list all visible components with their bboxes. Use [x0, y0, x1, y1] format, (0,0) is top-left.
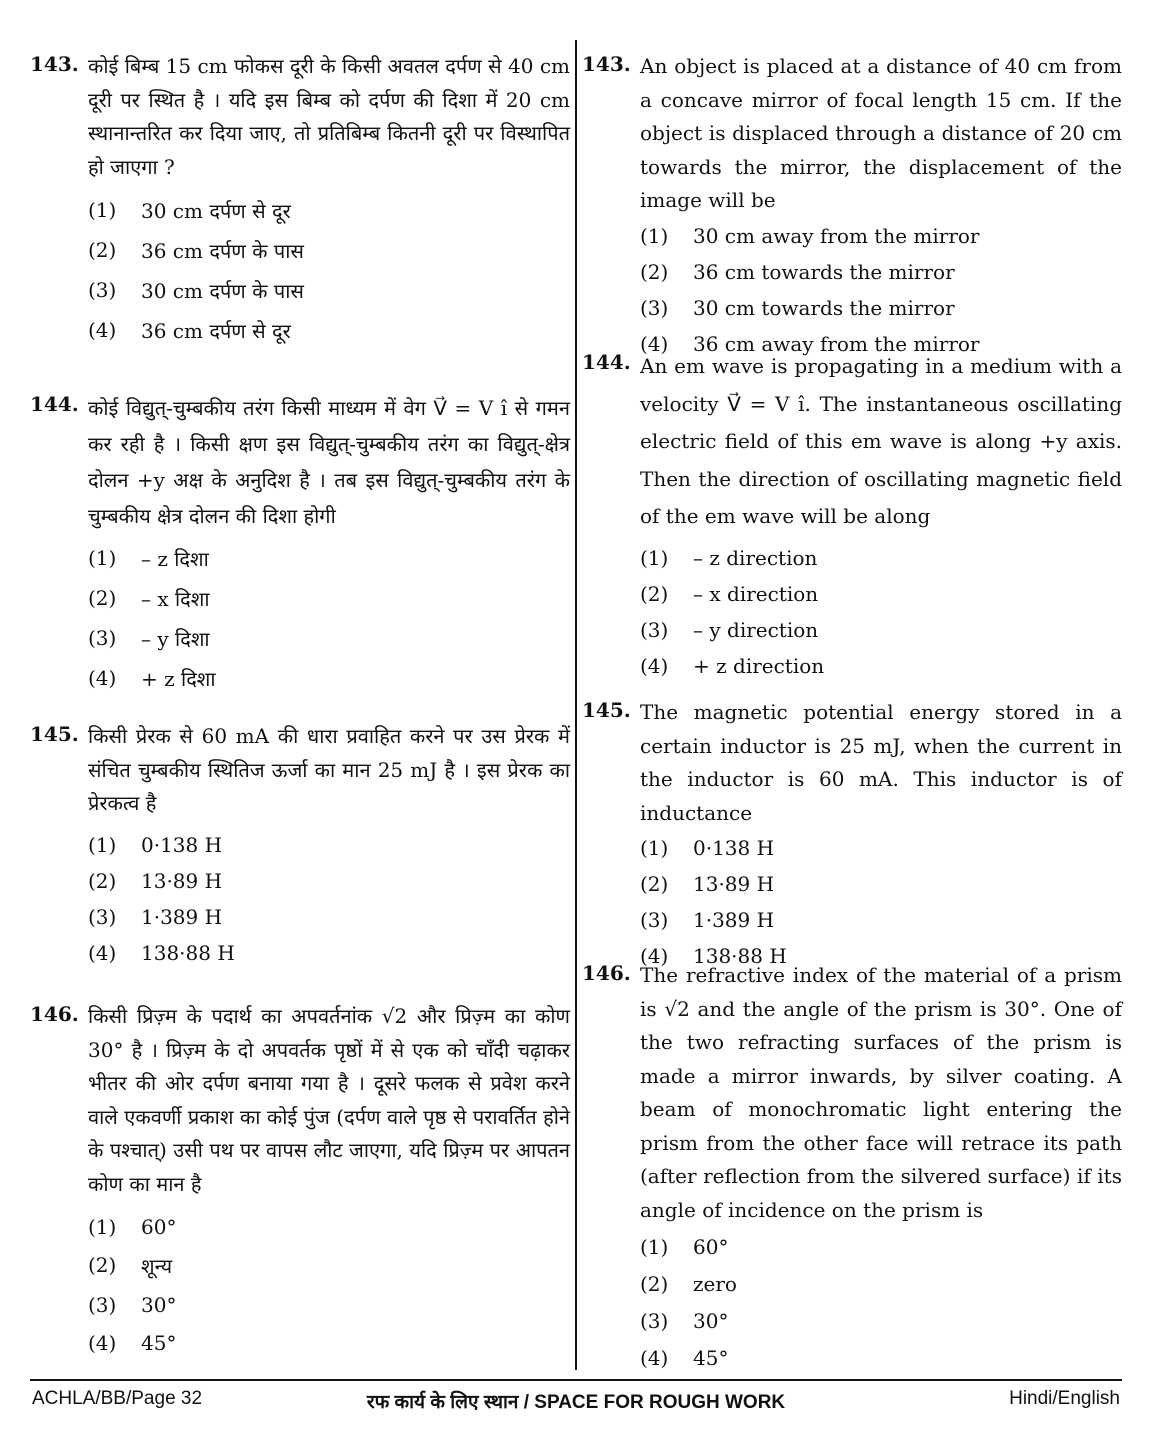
option-text: 0·138 H — [693, 836, 775, 860]
option-text: 30° — [693, 1309, 729, 1333]
rough-work-label: रफ कार्य के लिए स्थान / SPACE FOR ROUGH WORK — [366, 1392, 786, 1413]
option-number: (1) — [88, 546, 117, 570]
column-divider — [575, 40, 577, 1370]
option-number: (3) — [640, 295, 669, 320]
option[interactable] — [88, 580, 570, 616]
option-number: (1) — [640, 223, 669, 248]
option-number: (3) — [88, 626, 117, 650]
question-text: कोई बिम्ब 15 cm फोकस दूरी के किसी अवतल दर्पण से 40 cm दूरी पर स्थित है । यदि इस बिम्ब को दर्पण की दिशा में 20 cm स्थानान्तरित कर दिया जाए, तो प्रतिबिम्ब कितनी दूरी पर विस्थापित हो जाएगा ? — [88, 54, 570, 179]
question-number: 145. — [30, 722, 79, 746]
option-number: (4) — [88, 318, 117, 342]
option-number: (2) — [88, 1253, 117, 1277]
option-text: 1·389 H — [141, 904, 223, 929]
option[interactable] — [640, 1303, 1122, 1339]
option[interactable] — [88, 192, 570, 228]
option[interactable] — [88, 312, 570, 348]
option[interactable] — [640, 612, 1122, 648]
option-text: 36 cm दर्पण से दूर — [141, 318, 291, 343]
option-text: – x दिशा — [141, 586, 210, 611]
option-number: (3) — [88, 904, 117, 929]
option-text: – y दिशा — [141, 626, 210, 651]
footer-rule — [30, 1379, 1122, 1381]
option-text: 36 cm towards the mirror — [693, 259, 955, 284]
question-number: 145. — [582, 698, 631, 722]
option-number: (2) — [88, 586, 117, 610]
option[interactable] — [88, 899, 570, 935]
language-label: Hindi/English — [1009, 1388, 1120, 1409]
option-number: (1) — [640, 836, 669, 860]
option[interactable] — [88, 620, 570, 656]
question-text: किसी प्रिज़्म के पदार्थ का अपवर्तनांक √2 और प्रिज़्म का कोण 30° है । प्रिज़्म के दो अपवर्तक पृष्ठों में से एक को चाँदी चढ़ाकर भीतर की ओर दर्पण बनाया गया है । दूसरे फलक से प्रवेश करने वाले एकवर्णी प्रकाश का कोई पुंज (दर्पण वाले पृष्ठ से परावर्तित होने के पश्चात्) उसी पथ पर वापस लौट जाएगा, यदि प्रिज़्म पर आपतन कोण का मान है — [88, 1004, 570, 1196]
question-number: 146. — [30, 1002, 79, 1026]
option[interactable] — [640, 648, 1122, 684]
option-number: (2) — [640, 581, 669, 606]
question-number: 146. — [582, 961, 631, 985]
option-text: 13·89 H — [693, 872, 775, 896]
question-144-english — [582, 348, 1122, 684]
option[interactable] — [88, 1209, 570, 1245]
option-number: (2) — [640, 259, 669, 284]
question-145-hindi — [30, 720, 570, 971]
option-text: 36 cm दर्पण के पास — [141, 238, 304, 263]
option-number: (3) — [88, 278, 117, 302]
option-number: (1) — [88, 198, 117, 222]
option-text: 30 cm away from the mirror — [693, 223, 980, 248]
option[interactable] — [640, 1266, 1122, 1302]
option-number: (3) — [640, 908, 669, 932]
option[interactable] — [640, 254, 1122, 290]
option-text: 138·88 H — [693, 944, 787, 968]
option[interactable] — [640, 290, 1122, 326]
option-text: – y direction — [693, 617, 819, 642]
option[interactable] — [640, 830, 1122, 866]
option[interactable] — [640, 218, 1122, 254]
option-number: (4) — [88, 940, 117, 965]
option[interactable] — [88, 827, 570, 863]
option-text: 13·89 H — [141, 868, 223, 893]
question-143-hindi — [30, 50, 570, 348]
option-number: (2) — [88, 868, 117, 893]
option-text: 36 cm away from the mirror — [693, 331, 980, 356]
question-text: An em wave is propagating in a medium with a velocity V⃗ = V î. The instantaneous oscillating electric field of this em wave is along +y axis. Then the direction of oscillating magnetic field of the em wave will be along — [640, 354, 1122, 528]
option[interactable] — [640, 866, 1122, 902]
option[interactable] — [88, 272, 570, 308]
option-number: (4) — [640, 331, 669, 356]
option-text: 60° — [141, 1215, 177, 1239]
question-144-hindi — [30, 390, 570, 696]
option-text: 45° — [693, 1346, 729, 1370]
option-text: 30 cm दर्पण से दूर — [141, 198, 291, 223]
option-text: 30 cm दर्पण के पास — [141, 278, 304, 303]
question-text: The magnetic potential energy stored in a certain inductor is 25 mJ, when the current in the inductor is 60 mA. This inductor is of inductance — [640, 700, 1122, 825]
option-text: zero — [693, 1272, 737, 1296]
question-number: 143. — [30, 52, 79, 76]
page-code: ACHLA/BB/Page 32 — [32, 1388, 203, 1409]
option-text: + z direction — [693, 653, 825, 678]
question-number: 144. — [30, 392, 79, 416]
option[interactable] — [640, 902, 1122, 938]
question-text: किसी प्रेरक से 60 mA की धारा प्रवाहित करने पर उस प्रेरक में संचित चुम्बकीय स्थितिज ऊर्जा का मान 25 mJ है । इस प्रेरक का प्रेरकत्व है — [88, 724, 570, 815]
option[interactable] — [88, 540, 570, 576]
option-text: 45° — [141, 1331, 177, 1355]
option-number: (2) — [640, 1272, 669, 1296]
question-number: 143. — [582, 52, 631, 76]
option-number: (4) — [640, 944, 669, 968]
option-number: (2) — [640, 872, 669, 896]
option-text: – x direction — [693, 581, 819, 606]
option-number: (1) — [88, 1215, 117, 1239]
option-number: (3) — [88, 1293, 117, 1317]
option-number: (4) — [640, 1346, 669, 1370]
option-text: 60° — [693, 1235, 729, 1259]
option[interactable] — [88, 1247, 570, 1283]
question-145-english — [582, 696, 1122, 974]
question-146-english — [582, 959, 1122, 1376]
option[interactable] — [88, 935, 570, 971]
question-146-hindi — [30, 1000, 570, 1361]
option[interactable] — [88, 660, 570, 696]
question-text: The refractive index of the material of a prism is √2 and the angle of the prism is 30°. One of the two refracting surfaces of the prism is made a mirror inwards, by silver coating. A beam of monochromatic light entering the prism from the other face will retrace its path (after reflection from the silvered surface) if its angle of incidence on the prism is — [640, 963, 1122, 1222]
option-number: (3) — [640, 1309, 669, 1333]
option[interactable] — [640, 1340, 1122, 1376]
question-text: An object is placed at a distance of 40 cm from a concave mirror of focal length 15 cm. If the object is displaced through a distance of 20 cm towards the mirror, the displacement of the image will be — [640, 54, 1122, 212]
option-text: – z दिशा — [141, 546, 209, 571]
option-text: 30 cm towards the mirror — [693, 295, 955, 320]
option-number: (4) — [88, 1331, 117, 1355]
option-number: (4) — [640, 653, 669, 678]
question-number: 144. — [582, 350, 631, 374]
option-text: + z दिशा — [141, 666, 216, 691]
option[interactable] — [88, 863, 570, 899]
option[interactable] — [88, 232, 570, 268]
option-number: (1) — [88, 832, 117, 857]
option-text: 1·389 H — [693, 908, 775, 932]
option-number: (1) — [640, 545, 669, 570]
question-143-english — [582, 50, 1122, 362]
option[interactable] — [640, 1229, 1122, 1265]
option-text: 138·88 H — [141, 940, 235, 965]
option[interactable] — [88, 1287, 570, 1323]
option-number: (1) — [640, 1235, 669, 1259]
question-text: कोई विद्युत्-चुम्बकीय तरंग किसी माध्यम में वेग V⃗ = V î से गमन कर रही है । किसी क्षण इस विद्युत्-चुम्बकीय तरंग का विद्युत्-क्षेत्र दोलन +y अक्ष के अनुदिश है । तब इस विद्युत्-चुम्बकीय तरंग के चुम्बकीय क्षेत्र दोलन की दिशा होगी — [88, 396, 570, 528]
option[interactable] — [640, 576, 1122, 612]
option-text: शून्य — [141, 1253, 173, 1278]
option-number: (3) — [640, 617, 669, 642]
option-number: (2) — [88, 238, 117, 262]
option-number: (4) — [88, 666, 117, 690]
option-text: 0·138 H — [141, 832, 223, 857]
option-text: 30° — [141, 1293, 177, 1317]
option-text: – z direction — [693, 545, 818, 570]
option[interactable] — [88, 1325, 570, 1361]
option[interactable] — [640, 540, 1122, 576]
